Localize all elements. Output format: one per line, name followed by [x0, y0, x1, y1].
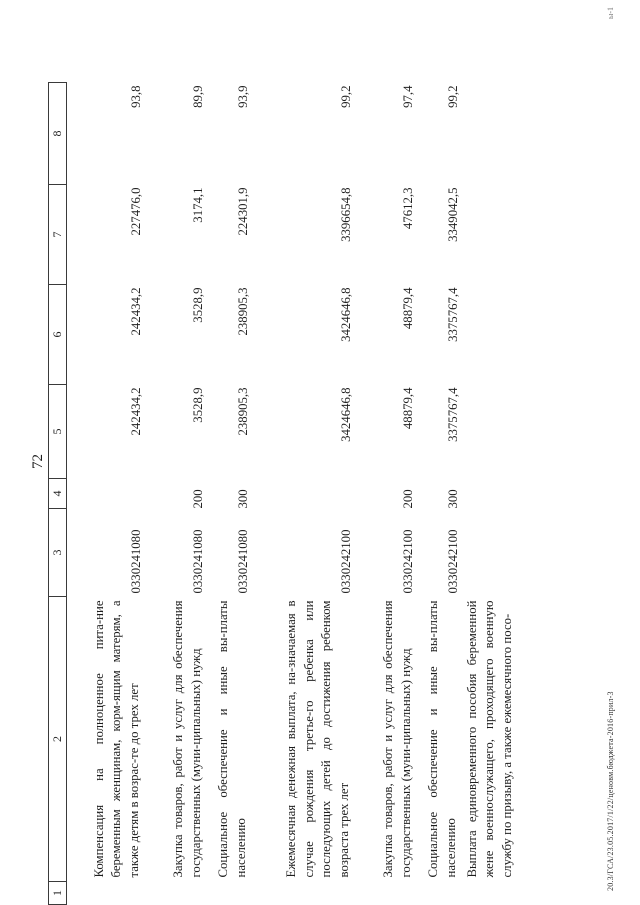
row-value: [462, 185, 540, 285]
row-value: 93,8: [128, 85, 143, 108]
col-header: 3: [49, 509, 67, 597]
row-value: 89,9: [190, 85, 205, 108]
row-value: 47612,3: [400, 187, 415, 230]
col-header: 4: [49, 479, 67, 509]
document-stamp: 20.3/ГСА/23.05.2017/1/22/ценовм.бюджета-2016-прил-3: [606, 691, 615, 891]
row-name: Закупка товаров, работ и услуг для обеспечения государственных (муни-ципальных) нужд: [381, 600, 413, 878]
budget-table: [48, 82, 540, 905]
row-value: 238905,3: [235, 387, 250, 436]
table-row: [417, 83, 462, 905]
col-header: 5: [49, 385, 67, 479]
row-code: 0330242100: [400, 529, 415, 594]
header-row: [49, 83, 67, 905]
col-header: 6: [49, 285, 67, 385]
col-header: 7: [49, 185, 67, 285]
row-value: 3396654,8: [338, 187, 353, 242]
row-name: Выплата единовременного пособия беременной жене военнослужащего, проходящего военную службу по призыву, а также ежемесячного посо-: [464, 600, 514, 878]
row-type: 200: [190, 489, 205, 509]
row-type: [67, 479, 145, 509]
row-value: 3424646,8: [338, 387, 353, 442]
row-value: 242434,2: [128, 387, 143, 436]
row-value: [462, 385, 540, 479]
table-row: [67, 83, 145, 905]
row-value: 93,9: [235, 85, 250, 108]
row-value: 224301,9: [235, 187, 250, 236]
table-row: [355, 83, 417, 905]
table-row: [145, 83, 207, 905]
row-value: 227476,0: [128, 187, 143, 236]
row-value: 3375767,4: [445, 387, 460, 442]
row-value: 3174,1: [190, 187, 205, 223]
row-value: 48879,4: [400, 387, 415, 430]
row-value: 3375767,4: [445, 287, 460, 342]
row-value: 3349042,5: [445, 187, 460, 242]
row-value: [462, 83, 540, 185]
table-row: [207, 83, 252, 905]
row-value: [462, 285, 540, 385]
table-row: [462, 83, 540, 905]
row-name: Компенсация на полноценное пита-ние беременным женщинам, корм-ящим матерям, а также детям в возрас-те до трех лет: [91, 600, 141, 878]
row-name: Закупка товаров, работ и услуг для обеспечения государственных (муни-ципальных) нужд: [171, 600, 203, 878]
row-code: [462, 509, 540, 597]
col-header: 1: [49, 882, 67, 905]
row-type: [252, 479, 355, 509]
corner-mark: ы-1: [606, 6, 615, 19]
row-name: Социальное обеспечение и иные вы-платы населению: [216, 600, 248, 878]
table-row: [252, 83, 355, 905]
col-header: 8: [49, 83, 67, 185]
row-value: 3528,9: [190, 387, 205, 423]
row-value: 99,2: [445, 85, 460, 108]
row-code: 0330242100: [338, 529, 353, 594]
row-name: Ежемесячная денежная выплата, на-значаемая в случае рождения третье-го ребенка или последующих детей до достижения ребенком возраста трех лет: [284, 600, 351, 878]
row-value: 242434,2: [128, 287, 143, 336]
row-value: 3528,9: [190, 287, 205, 323]
row-value: 97,4: [400, 85, 415, 108]
row-code: 0330242100: [445, 529, 460, 594]
row-name: Социальное обеспечение и иные вы-платы населению: [426, 600, 458, 878]
row-type: [462, 479, 540, 509]
row-code: 0330241080: [128, 529, 143, 594]
row-value: 238905,3: [235, 287, 250, 336]
row-value: 3424646,8: [338, 287, 353, 342]
row-type: 300: [235, 489, 250, 509]
page-number: 72: [30, 454, 46, 469]
row-type: 200: [400, 489, 415, 509]
row-code: 0330241080: [235, 529, 250, 594]
row-code: 0330241080: [190, 529, 205, 594]
row-value: 99,2: [338, 85, 353, 108]
row-type: 300: [445, 489, 460, 509]
col-header: 2: [49, 597, 67, 882]
row-value: 48879,4: [400, 287, 415, 330]
